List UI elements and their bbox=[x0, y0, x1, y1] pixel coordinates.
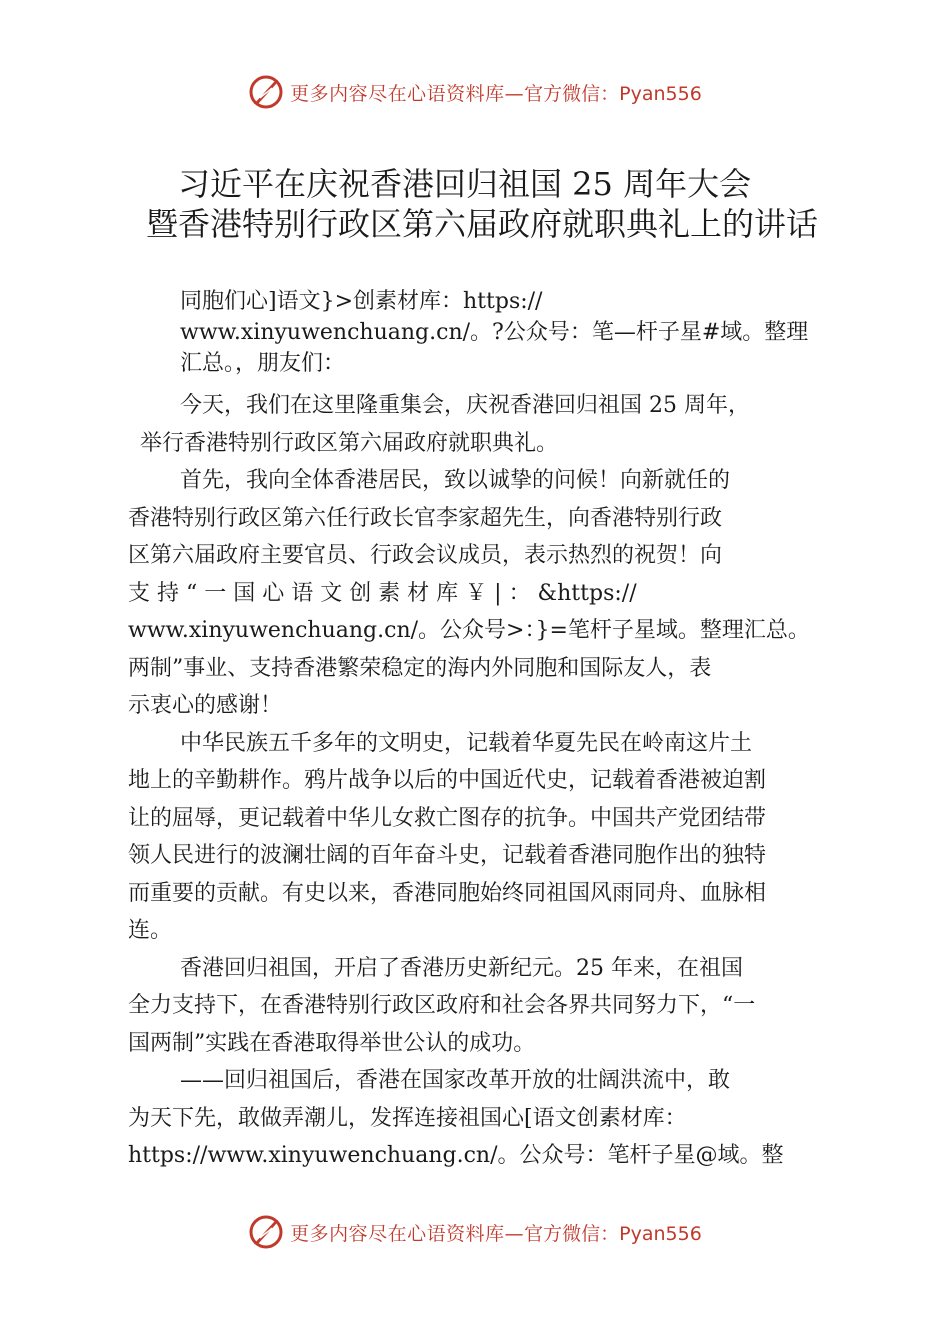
text-line: 为天下先，敢做弄潮儿，发挥连接祖国心[语文创素材库： bbox=[128, 1105, 687, 1131]
intro-paragraph bbox=[128, 286, 832, 379]
document-title bbox=[0, 164, 950, 244]
text-line: 区第六届政府主要官员、行政会议成员，表示热烈的祝贺！向 bbox=[128, 543, 723, 568]
banner-text: 更多内容尽在心语资料库— bbox=[290, 1222, 525, 1245]
footer-banner bbox=[0, 1212, 950, 1252]
text-line: 今天，我们在这里隆重集会，庆祝香港回归祖国 25 周年， bbox=[180, 393, 750, 418]
text-line: 地上的辛勤耕作。鸦片战争以后的中国近代史，记载着香港被迫割 bbox=[128, 768, 767, 793]
title-line-1: 习近平在庆祝香港回归祖国 25 周年大会 bbox=[178, 165, 752, 203]
text-line: 香港回归祖国，开启了香港历史新纪元。25 年来，在祖国 bbox=[180, 955, 743, 981]
text-line: 全力支持下，在香港特别行政区政府和社会各界共同努力下，“一 bbox=[128, 993, 756, 1018]
text-line: 连。 bbox=[128, 918, 173, 943]
text-line: 汇总。，朋友们： bbox=[180, 351, 346, 376]
text-line: www.xinyuwenchuang.cn/。?公众号：笔—杆子星#域。整理 bbox=[180, 320, 809, 345]
text-line: 香港特别行政区第六任行政长官李家超先生，向香港特别行政 bbox=[128, 505, 723, 531]
quill-logo-icon bbox=[248, 1214, 284, 1250]
quill-logo-icon bbox=[248, 74, 284, 110]
text-line: 同胞们心]语文}>创素材库：https:// bbox=[180, 289, 543, 314]
paragraph-4 bbox=[128, 950, 832, 1063]
text-line: 示衷心的感谢！ bbox=[128, 693, 283, 718]
text-line: 让的屈辱，更记载着中华儿女救亡图存的抗争。中国共产党团结带 bbox=[128, 805, 767, 831]
banner-wechat: 官方微信：Pyan556 bbox=[524, 1222, 702, 1245]
title-line-2: 暨香港特别行政区第六届政府就职典礼上的讲话 bbox=[146, 205, 819, 243]
text-line: 领人民进行的波澜壮阔的百年奋斗史，记载着香港同胞作出的独特 bbox=[128, 843, 767, 868]
text-line: 中华民族五千多年的文明史，记载着华夏先民在岭南这片土 bbox=[180, 730, 753, 756]
banner-text: 更多内容尽在心语资料库— bbox=[290, 82, 525, 105]
text-line: 首先，我向全体香港居民，致以诚挚的问候！向新就任的 bbox=[180, 468, 731, 493]
document-body bbox=[128, 286, 832, 1175]
text-line: 国两制”实践在香港取得举世公认的成功。 bbox=[128, 1030, 536, 1056]
header-banner bbox=[0, 72, 950, 112]
paragraph-1 bbox=[128, 387, 832, 462]
text-line: ——回归祖国后，香港在国家改革开放的壮阔洪流中，敢 bbox=[180, 1068, 731, 1093]
paragraph-2 bbox=[128, 462, 832, 725]
text-line: www.xinyuwenchuang.cn/。公众号>：}=笔杆子星域。整理汇总。 bbox=[128, 618, 810, 643]
paragraph-3 bbox=[128, 725, 832, 950]
banner-wechat: 官方微信：Pyan556 bbox=[524, 82, 702, 105]
paragraph-5 bbox=[128, 1062, 832, 1175]
text-line: 支 持 “ 一 国 心 语 文 创 素 材 库 ￥ | ： &https:// bbox=[128, 580, 637, 606]
text-line: https://www.xinyuwenchuang.cn/。公众号：笔杆子星@域。整 bbox=[128, 1143, 784, 1168]
text-line: 而重要的贡献。有史以来，香港同胞始终同祖国风雨同舟、血脉相 bbox=[128, 880, 767, 906]
text-line: 举行香港特别行政区第六届政府就职典礼。 bbox=[140, 430, 559, 456]
text-line: 两制”事业、支持香港繁荣稳定的海内外同胞和国际友人，表 bbox=[128, 655, 712, 681]
